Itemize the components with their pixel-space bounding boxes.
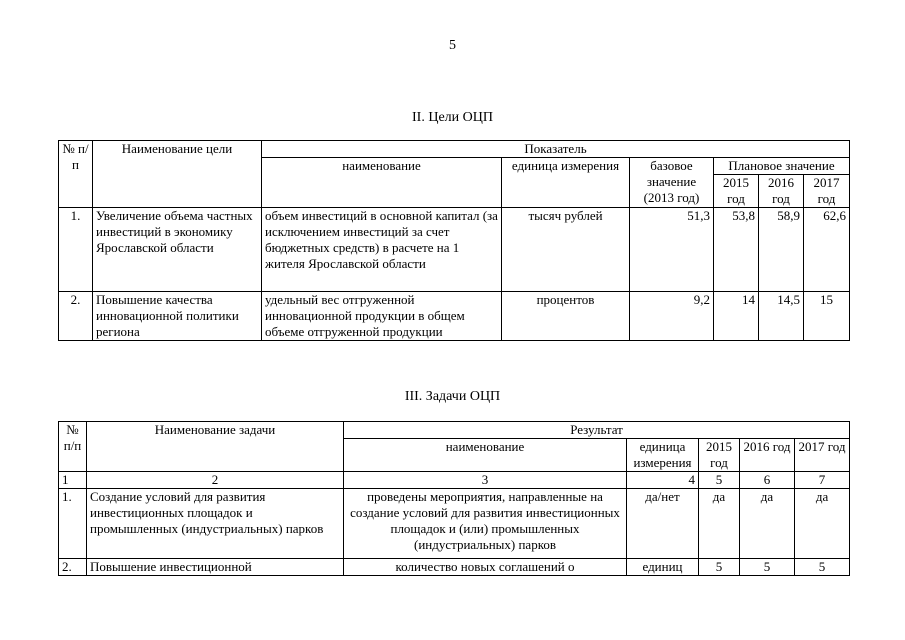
header-base: базовое значение (2013 год)	[630, 158, 714, 208]
header-num: № п/п	[59, 141, 93, 208]
result-name: количество новых соглашений о	[344, 559, 627, 576]
task-name: Создание условий для развития инвестиционных площадок и промышленных (индустриальных) парков	[87, 489, 344, 559]
header-2016: 2016 год	[740, 439, 795, 472]
indicator-name: удельный вес отгруженной инновационной продукции в общем объеме отгруженной продукции	[262, 292, 502, 341]
value-2017: 5	[795, 559, 850, 576]
header-indicator-name: наименование	[262, 158, 502, 208]
value-2017: 62,6	[804, 208, 850, 292]
base-value: 9,2	[630, 292, 714, 341]
value-2015: 5	[699, 559, 740, 576]
value-2017: да	[795, 489, 850, 559]
col-number: 5	[699, 472, 740, 489]
col-number: 2	[87, 472, 344, 489]
page-number: 5	[449, 38, 456, 53]
base-value: 51,3	[630, 208, 714, 292]
table-row	[59, 292, 850, 341]
row-num: 2.	[59, 292, 93, 341]
table-row	[59, 559, 850, 576]
header-2017: 2017 год	[804, 175, 850, 208]
row-num: 1.	[59, 489, 87, 559]
header-goal-name: Наименование цели	[93, 141, 262, 208]
unit: тысяч рублей	[502, 208, 630, 292]
header-planned: Плановое значение	[714, 158, 850, 175]
unit: процентов	[502, 292, 630, 341]
table-row	[59, 208, 850, 292]
table-row	[59, 489, 850, 559]
col-number: 4	[627, 472, 699, 489]
value-2015: 53,8	[714, 208, 759, 292]
goal-name: Увеличение объема частных инвестиций в экономику Ярославской области	[93, 208, 262, 292]
header-2016: 2016 год	[759, 175, 804, 208]
col-number: 7	[795, 472, 850, 489]
goals-table	[58, 140, 850, 341]
value-2016: 5	[740, 559, 795, 576]
value-2016: да	[740, 489, 795, 559]
col-number: 3	[344, 472, 627, 489]
value-2015: 14	[714, 292, 759, 341]
header-indicator: Показатель	[262, 141, 850, 158]
indicator-name: объем инвестиций в основной капитал (за исключением инвестиций за счет бюджетных средств) в расчете на 1 жителя Ярославской области	[262, 208, 502, 292]
column-number-row	[59, 472, 850, 489]
tasks-table	[58, 421, 850, 576]
header-unit: единица измерения	[627, 439, 699, 472]
col-number: 1	[59, 472, 87, 489]
value-2016: 58,9	[759, 208, 804, 292]
col-number: 6	[740, 472, 795, 489]
row-num: 2.	[59, 559, 87, 576]
unit: единиц	[627, 559, 699, 576]
header-unit: единица измерения	[502, 158, 630, 208]
header-2017: 2017 год	[795, 439, 850, 472]
task-name: Повышение инвестиционной	[87, 559, 344, 576]
header-2015: 2015 год	[714, 175, 759, 208]
section-title-tasks: III. Задачи ОЦП	[404, 389, 501, 404]
value-2017: 15	[804, 292, 850, 341]
section-title-goals: II. Цели ОЦП	[412, 110, 493, 125]
row-num: 1.	[59, 208, 93, 292]
value-2016: 14,5	[759, 292, 804, 341]
value-2015: да	[699, 489, 740, 559]
result-name: проведены мероприятия, направленные на создание условий для развития инвестиционных площадок и (или) промышленных (индустриальных) парков	[344, 489, 627, 559]
unit: да/нет	[627, 489, 699, 559]
header-task-name: Наименование задачи	[87, 422, 344, 472]
header-result: Результат	[344, 422, 850, 439]
goal-name: Повышение качества инновационной политики региона	[93, 292, 262, 341]
header-num: № п/п	[59, 422, 87, 472]
header-result-name: наименование	[344, 439, 627, 472]
header-2015: 2015 год	[699, 439, 740, 472]
